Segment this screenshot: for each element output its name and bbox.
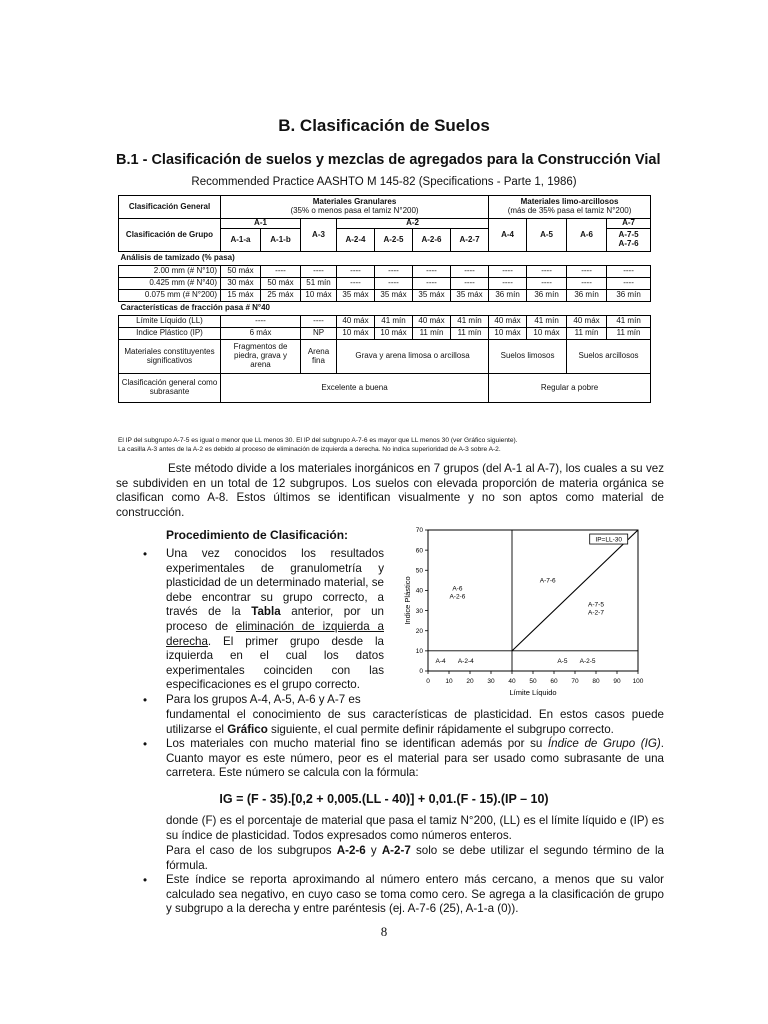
bullet-icon: • — [143, 548, 148, 561]
bullet-icon: • — [143, 738, 148, 751]
plot-frame — [428, 530, 638, 671]
table-cell: 36 mín — [607, 290, 651, 302]
table-cell: ---- — [489, 266, 527, 278]
table-row — [119, 374, 651, 403]
table-cell: 11 mín — [567, 328, 607, 340]
table-cell: 30 máx — [221, 278, 261, 290]
region-label: A-2-4 — [457, 657, 474, 665]
region-label: A-2-5 — [579, 657, 596, 665]
table-cell: 50 máx — [261, 278, 301, 290]
table-cell: ---- — [413, 266, 451, 278]
table-notes — [118, 436, 658, 454]
table-cell: 41 mín — [451, 316, 489, 328]
x-tick-label: 40 — [508, 678, 516, 685]
x-tick-label: 80 — [592, 678, 600, 685]
x-tick-label: 30 — [487, 678, 495, 685]
sieve-label: 0.075 mm (# N°200) — [119, 290, 221, 302]
table-row — [119, 328, 651, 340]
table-cell: ---- — [337, 266, 375, 278]
x-tick-label: 50 — [529, 678, 537, 685]
table-cell: 10 máx — [375, 328, 413, 340]
table-cell: 35 máx — [375, 290, 413, 302]
table-cell: ---- — [413, 278, 451, 290]
note-line: La casilla A-3 antes de la A-2 es debido al proceso de eliminación de izquierda a derecha. No indica superioridad de A-3 sobre A-2. — [118, 446, 501, 453]
x-tick-label: 70 — [571, 678, 579, 685]
subgrade-label: Clasificación general como subrasante — [119, 374, 221, 403]
region-label: A-2-7 — [588, 609, 604, 617]
table-cell: ---- — [301, 316, 337, 328]
x-tick-label: 20 — [466, 678, 474, 685]
table-cell: ---- — [489, 278, 527, 290]
table-cell: 10 máx — [337, 328, 375, 340]
group-a3: A-3 — [301, 219, 337, 252]
table-cell: 10 máx — [489, 328, 527, 340]
bullet-2-lead: Para los grupos A-4, A-5, A-6 y A-7 es — [166, 693, 361, 706]
table-cell: 41 mín — [607, 316, 651, 328]
liquid-limit-label: Límite Líquido (LL) — [119, 316, 221, 328]
table-cell: Arena fina — [301, 340, 337, 374]
table-cell: 11 mín — [413, 328, 451, 340]
subgroup-note: Para el caso de los subgrupos A-2-6 y A-2-7 solo se debe utilizar el segundo término de la fórmula. — [166, 844, 664, 872]
table-cell: 40 máx — [567, 316, 607, 328]
group-a7: A-7 — [607, 219, 651, 229]
note-line: El IP del subgrupo A-7-5 es igual o menor que LL menos 30. El IP del subgrupo A-7-6 es mayor que LL menos 30 (ver Gráfico siguiente). — [118, 437, 518, 444]
group-a6: A-6 — [567, 219, 607, 252]
table-cell: 25 máx — [261, 290, 301, 302]
table-cell: ---- — [567, 266, 607, 278]
table-cell: ---- — [337, 278, 375, 290]
table-cell: ---- — [375, 278, 413, 290]
subsection-title: B.1 - Clasificación de suelos y mezclas de agregados para la Construcción Vial — [116, 152, 661, 168]
table-cell: 41 mín — [375, 316, 413, 328]
table-row — [119, 290, 651, 302]
y-tick-label: 40 — [415, 587, 423, 595]
table-cell: 51 mín — [301, 278, 337, 290]
region-label: A-7-5 — [588, 601, 604, 609]
group-a26: A-2-6 — [413, 229, 451, 252]
table-row — [119, 316, 651, 328]
table-cell: 6 máx — [221, 328, 301, 340]
sieve-label: 0.425 mm (# N°40) — [119, 278, 221, 290]
bullet-2-text: fundamental el conocimiento de sus características de plasticidad. En estos casos puede utilizarse el Gráfico siguiente, el cual permite definir rápidamente el subgrupo correcto. — [166, 708, 664, 736]
table-cell: ---- — [451, 278, 489, 290]
table-cell: 10 máx — [527, 328, 567, 340]
plasticity-chart — [400, 522, 650, 702]
table-cell: 40 máx — [489, 316, 527, 328]
group-a5: A-5 — [527, 219, 567, 252]
table-cell: 35 máx — [413, 290, 451, 302]
y-tick-label: 70 — [415, 527, 423, 535]
table-row — [119, 302, 651, 316]
table-row — [119, 266, 651, 278]
table-cell: 11 mín — [607, 328, 651, 340]
materials-label: Materiales constituyentes significativos — [119, 340, 221, 374]
region-label: A-2-6 — [449, 593, 466, 601]
x-axis-title: Límite Líquido — [509, 688, 557, 697]
table-cell: ---- — [567, 278, 607, 290]
group-a1: A-1 — [221, 219, 301, 229]
table-cell: 36 mín — [567, 290, 607, 302]
sieve-label: 2.00 mm (# N°10) — [119, 266, 221, 278]
table-row — [119, 278, 651, 290]
silt-clay-header: Materiales limo-arcillosos (más de 35% pasa el tamiz N°200) — [489, 196, 651, 219]
x-tick-label: 90 — [613, 678, 621, 685]
group-a75-a76: A-7-5 A-7-6 — [607, 229, 651, 252]
bullet-1-text: Una vez conocidos los resultados experimentales de granulometría y plasticidad de un determinado material, se debe encontrar su grupo correcto, a través de la Tabla anterior, por un proceso de eliminación de izquierda a derecha. El primer grupo desde la izquierda en el cual los datos experimentales coinciden con las especificaciones es el grupo correcto. — [166, 547, 384, 692]
x-tick-label: 60 — [550, 678, 558, 685]
region-label: A-7-6 — [539, 577, 556, 585]
table-row — [119, 340, 651, 374]
table-cell: Suelos arcillosos — [567, 340, 651, 374]
sieve-section-title: Análisis de tamizado (% pasa) — [119, 252, 651, 266]
table-cell: Grava y arena limosa o arcillosa — [337, 340, 489, 374]
table-cell: 36 mín — [527, 290, 567, 302]
table-cell: ---- — [527, 266, 567, 278]
y-tick-label: 50 — [415, 567, 423, 575]
table-row — [119, 196, 651, 219]
table-cell: Fragmentos de piedra, grava y arena — [221, 340, 301, 374]
group-a4: A-4 — [489, 219, 527, 252]
table-cell: ---- — [221, 316, 301, 328]
table-cell: ---- — [375, 266, 413, 278]
bullet-3-text: Los materiales con mucho material fino se identifican además por su Índice de Grupo (IG). Cuanto mayor es este número, peor es el material para ser usado como subrasante de una carretera. Este número se calcula con la fórmula: — [166, 737, 664, 780]
granular-header: Materiales Granulares (35% o menos pasa el tamiz N°200) — [221, 196, 489, 219]
y-tick-label: 10 — [415, 648, 423, 656]
x-tick-label: 10 — [445, 678, 453, 685]
table-cell: 11 mín — [451, 328, 489, 340]
y-tick-label: 30 — [415, 607, 423, 615]
y-tick-label: 0 — [419, 668, 423, 676]
table-cell: ---- — [527, 278, 567, 290]
region-label: A-4 — [435, 657, 446, 665]
series-line-ip-ll30 — [512, 530, 638, 651]
table-cell: ---- — [607, 266, 651, 278]
x-tick-label: 0 — [426, 678, 430, 685]
bullet-4-text: Este índice se reporta aproximando al número entero más cercano, a menos que su valor calculado sea negativo, en cuyo caso se toma como cero. Se agrega a la clasificación de grupo y subgrupo a la derecha y entre paréntesis (ej. A-7-6 (25), A-1-a (0)). — [166, 873, 664, 916]
fraction-section-title: Características de fracción pasa # N°40 — [119, 302, 651, 316]
procedure-title: Procedimiento de Clasificación: — [166, 528, 349, 542]
table-cell: ---- — [261, 266, 301, 278]
legend-label: IP=LL-30 — [595, 536, 622, 544]
table-row — [119, 252, 651, 266]
table-cell: Regular a pobre — [489, 374, 651, 403]
group-a1b: A-1-b — [261, 229, 301, 252]
group-a2: A-2 — [337, 219, 489, 229]
table-cell: ---- — [451, 266, 489, 278]
group-a27: A-2-7 — [451, 229, 489, 252]
aashto-classification-table — [118, 195, 651, 403]
region-label: A-6 — [452, 585, 463, 593]
table-cell: 35 máx — [337, 290, 375, 302]
table-cell: ---- — [607, 278, 651, 290]
table-cell: Excelente a buena — [221, 374, 489, 403]
group-a1a: A-1-a — [221, 229, 261, 252]
x-tick-label: 100 — [632, 678, 644, 685]
plastic-index-label: Indice Plástico (IP) — [119, 328, 221, 340]
table-cell: ---- — [301, 266, 337, 278]
table-cell: Suelos limosos — [489, 340, 567, 374]
reference-line: Recommended Practice AASHTO M 145-82 (Specifications - Parte 1, 1986) — [191, 176, 577, 188]
bullet-icon: • — [143, 874, 148, 887]
table-cell: 10 máx — [301, 290, 337, 302]
group-index-formula: IG = (F - 35).[0,2 + 0,005.(LL - 40)] + 0,01.(F - 15).(IP – 10) — [219, 792, 549, 806]
table-cell: 35 máx — [451, 290, 489, 302]
table-cell: 40 máx — [337, 316, 375, 328]
table-cell: 36 mín — [489, 290, 527, 302]
table-cell: 15 máx — [221, 290, 261, 302]
region-label: A-5 — [557, 657, 568, 665]
table-row — [119, 219, 651, 229]
group-a24: A-2-4 — [337, 229, 375, 252]
table-cell: 40 máx — [413, 316, 451, 328]
general-classification-label: Clasificación General — [119, 196, 221, 219]
group-a25: A-2-5 — [375, 229, 413, 252]
y-axis-title: Indice Plástico — [403, 576, 412, 625]
section-title: B. Clasificación de Suelos — [278, 116, 490, 135]
table-cell: NP — [301, 328, 337, 340]
group-classification-label: Clasificación de Grupo — [119, 219, 221, 252]
y-tick-label: 60 — [415, 547, 423, 555]
formula-explanation: donde (F) es el porcentaje de material que pasa el tamiz N°200, (LL) es el límite líquido e (IP) es su índice de plasticidad. Todos expresados como números enteros. — [166, 814, 664, 842]
table-cell: 41 mín — [527, 316, 567, 328]
bullet-icon: • — [143, 694, 148, 707]
table-cell: 50 máx — [221, 266, 261, 278]
page-number: 8 — [380, 924, 388, 939]
intro-paragraph: Este método divide a los materiales inorgánicos en 7 grupos (del A-1 al A-7), los cuales a su vez se subdividen en un total de 12 subgrupos. Los suelos con elevada proporción de materia orgánica se clasifican como A-8. Estos últimos se identifican visualmente y no son aptos como material de construcción. — [116, 462, 664, 519]
y-tick-label: 20 — [415, 627, 423, 635]
